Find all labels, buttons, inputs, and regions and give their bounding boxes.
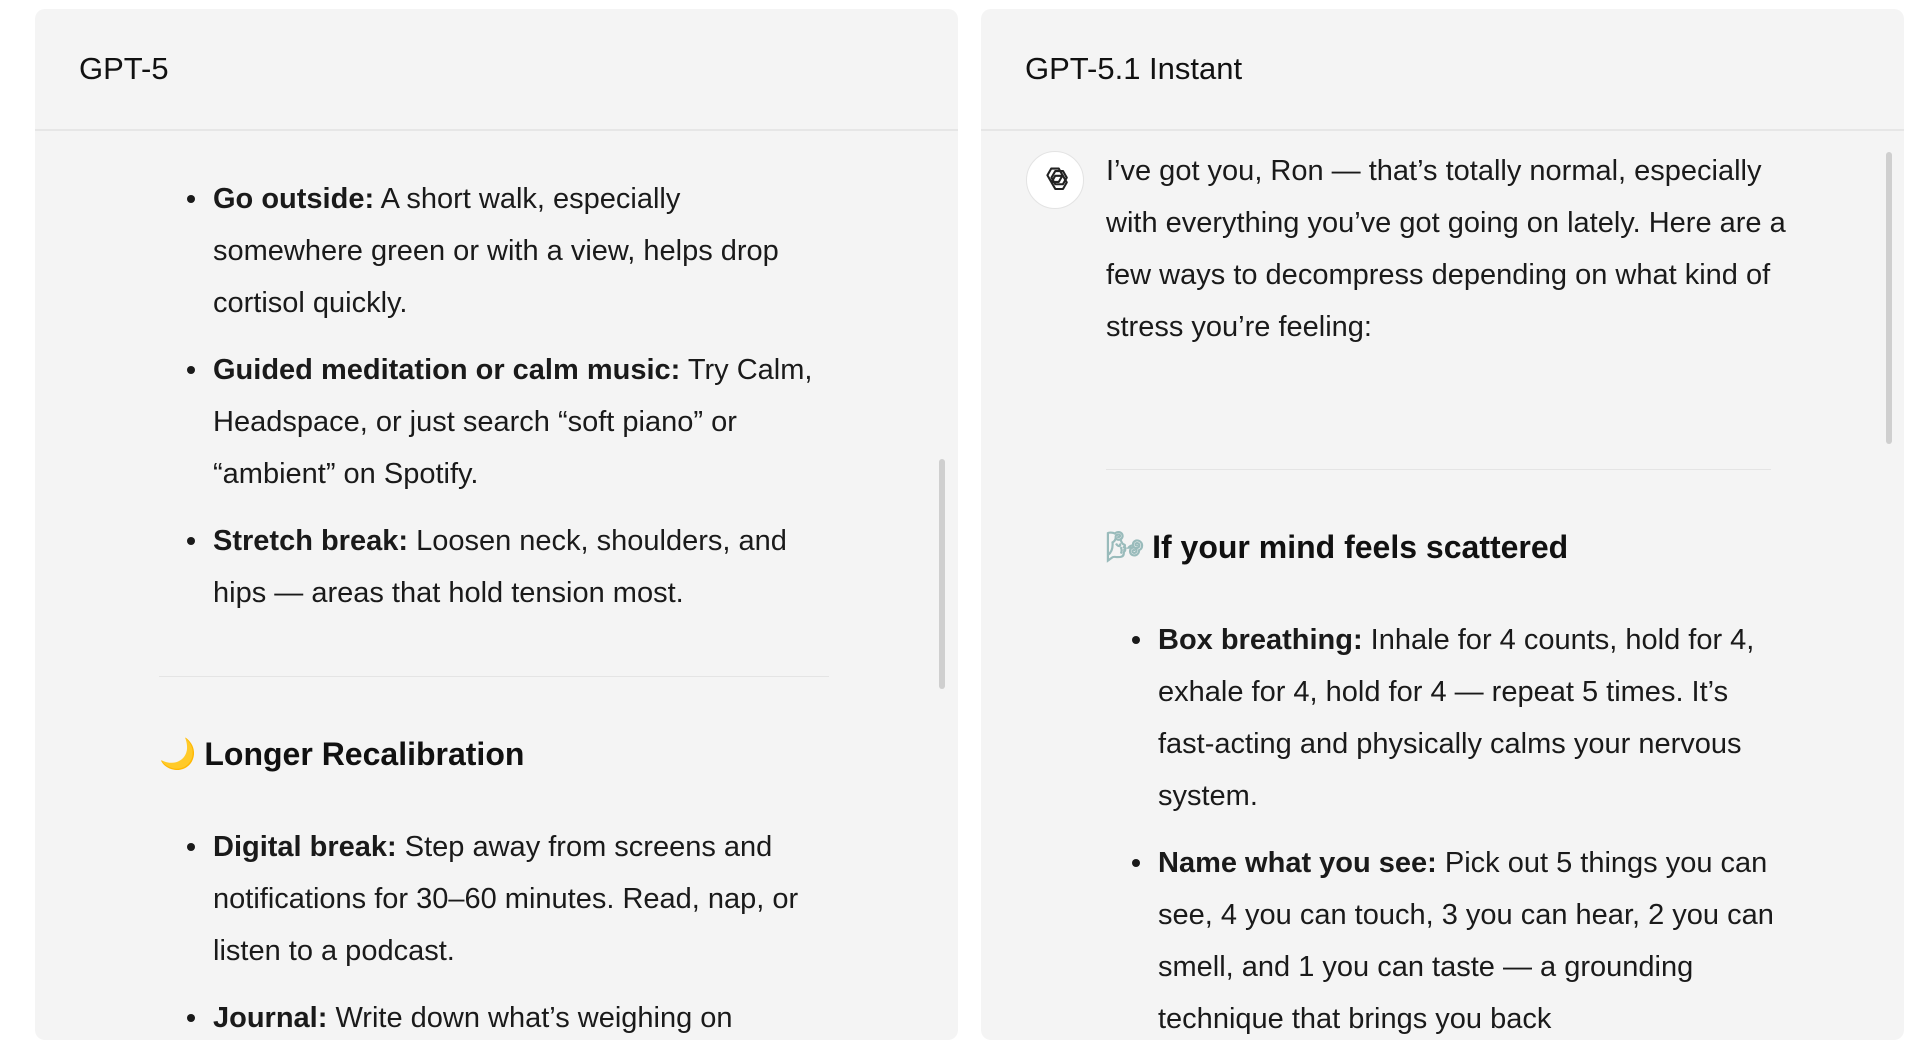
bullet-text: Step away from screens and notifications for 30–60 minutes. Read, nap, or listen to a podcast. <box>213 831 799 967</box>
bullet-text: Try Calm, Headspace, or just search “soft piano” or “ambient” on Spotify. <box>213 354 813 490</box>
left-panel-content <box>35 131 958 1040</box>
right-panel-header <box>981 9 1904 131</box>
section-heading-mind-scattered <box>1106 529 1568 566</box>
list-item <box>213 344 823 500</box>
right-panel-title: GPT-5.1 Instant <box>1025 51 1243 86</box>
section-heading-longer-recalibration <box>159 736 524 773</box>
assistant-avatar <box>1026 151 1084 209</box>
section-title: Longer Recalibration <box>204 736 525 772</box>
bullet-bold: Digital break: <box>213 831 397 863</box>
list-item <box>213 821 823 977</box>
list-item <box>1158 614 1778 822</box>
left-panel-title: GPT-5 <box>79 51 169 86</box>
right-panel <box>981 9 1904 1040</box>
wind-icon: 🌬 <box>1106 531 1145 564</box>
bullet-text: Write down what’s weighing on <box>327 1002 733 1034</box>
bullet-bold: Name what you see: <box>1158 847 1437 879</box>
section-title: If your mind feels scattered <box>1152 529 1569 565</box>
list-item <box>1158 837 1778 1040</box>
bullet-bold: Go outside: <box>213 183 375 215</box>
bullet-bold: Journal: <box>213 1002 328 1034</box>
bullet-bold: Guided meditation or calm music: <box>213 354 681 386</box>
section-divider <box>159 676 829 677</box>
left-panel <box>35 9 958 1040</box>
right-scrollbar-thumb[interactable] <box>1886 152 1892 444</box>
bullet-text: Loosen neck, shoulders, and hips — areas that hold tension most. <box>213 525 787 609</box>
bullet-text: Inhale for 4 counts, hold for 4, exhale for 4, hold for 4 — repeat 5 times. It’s fast-acting and physically calms your nervous system. <box>1158 624 1755 812</box>
left-panel-header <box>35 9 958 131</box>
assistant-message-intro: I’ve got you, Ron — that’s totally normal, especially with everything you’ve got going on lately. Here are a few ways to decompress depending on what kind of stress you’re feeling: <box>1106 155 1786 343</box>
left-scrollbar-thumb[interactable] <box>939 459 945 689</box>
bullet-bold: Box breathing: <box>1158 624 1363 656</box>
bullet-text: Pick out 5 things you can see, 4 you can touch, 3 you can hear, 2 you can smell, and 1 you can taste — a grounding technique that brings you back <box>1158 847 1774 1035</box>
list-item <box>213 992 823 1040</box>
section-divider <box>1106 469 1771 470</box>
list-item <box>213 173 823 329</box>
right-panel-content <box>981 131 1904 1040</box>
bullet-text: A short walk, especially somewhere green or with a view, helps drop cortisol quickly. <box>213 183 779 319</box>
right-bullet-list <box>1158 614 1778 1040</box>
moon-icon: 🌙 <box>159 738 197 771</box>
top-bullet-list <box>213 173 823 634</box>
openai-logo-icon <box>1036 161 1074 199</box>
list-item <box>213 515 823 619</box>
section-bullet-list <box>213 821 823 1040</box>
bullet-bold: Stretch break: <box>213 525 409 557</box>
